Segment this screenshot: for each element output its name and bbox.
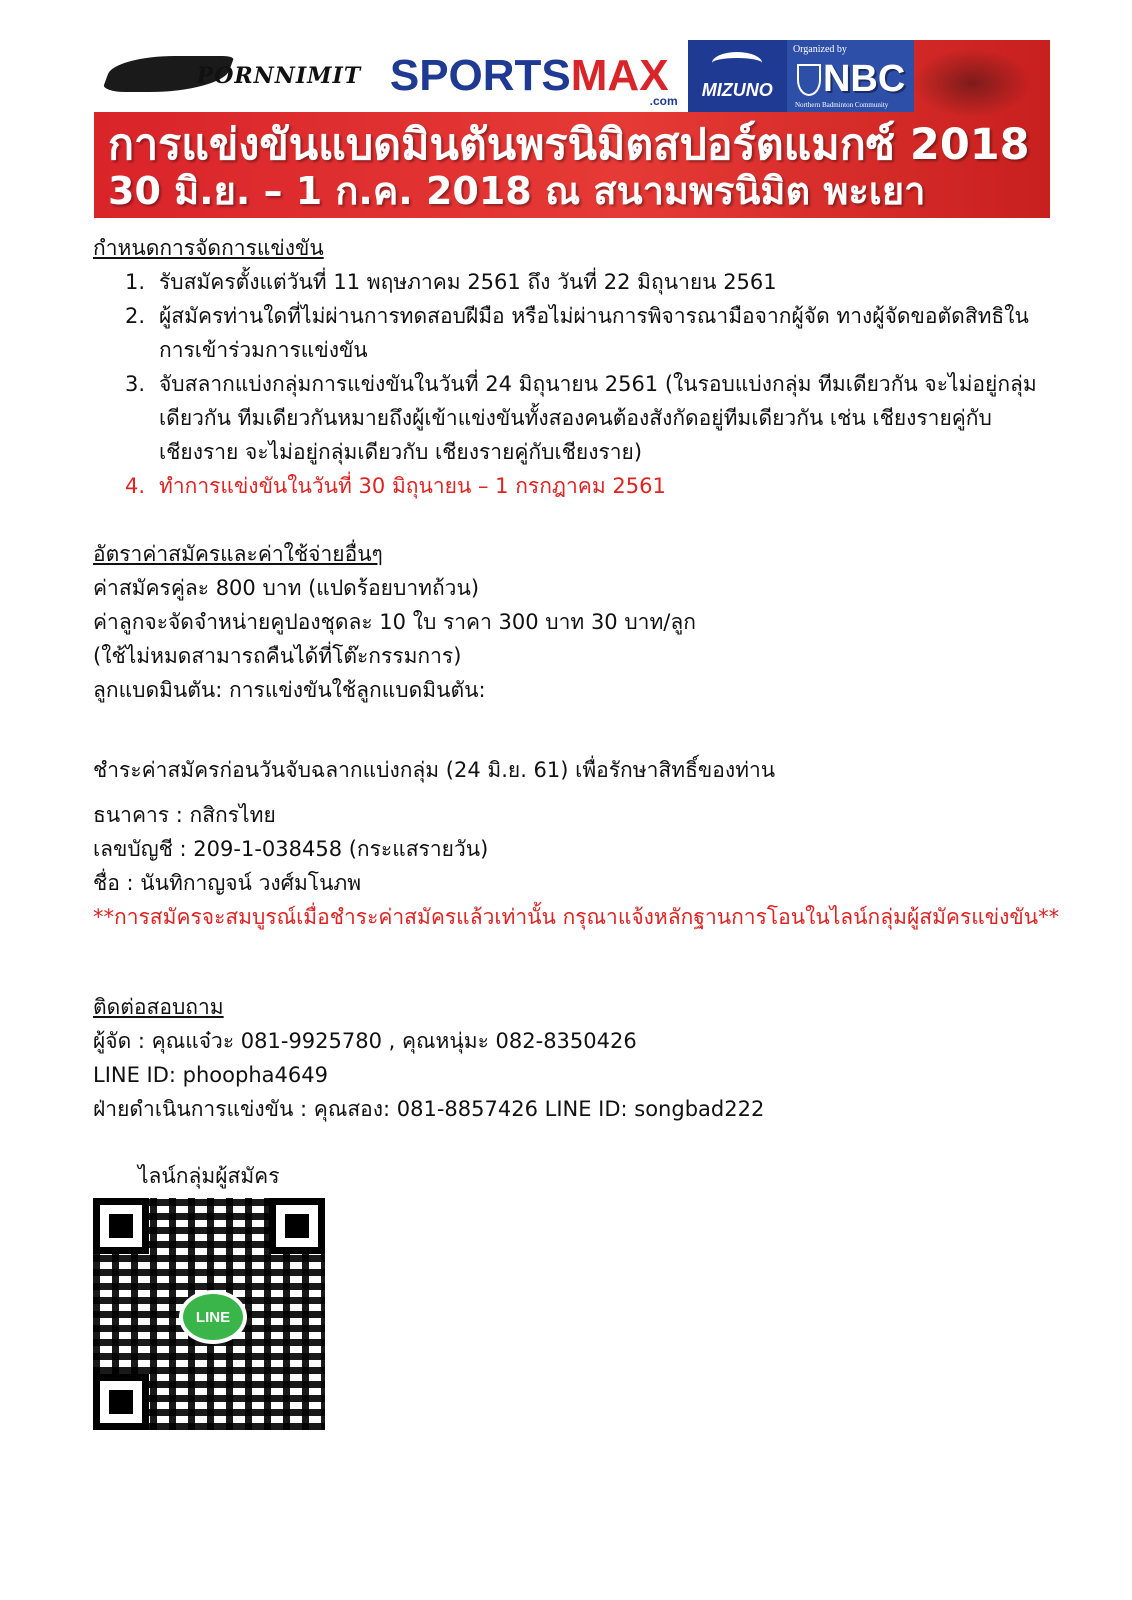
shuttlecock-icon xyxy=(797,64,821,96)
schedule-item-number: 2. xyxy=(125,304,146,328)
qr-label: ไลน์กลุ่มผู้สมัคร xyxy=(138,1164,280,1188)
contact-heading: ติดต่อสอบถาม xyxy=(93,995,224,1019)
schedule-item-number: 4. xyxy=(125,474,146,498)
fee-shuttle-coupon: ค่าลูกจะจัดจำหน่ายคูปองชุดละ 10 ใบ ราคา 300 บาท 30 บาท/ลูก xyxy=(93,610,696,634)
bank-details xyxy=(93,798,1093,934)
event-title: การแข่งขันแบดมินตันพรนิมิตสปอร์ตแมกซ์ 2018 xyxy=(108,120,1030,170)
bank-account: เลขบัญชี : 209-1-038458 (กระแสรายวัน) xyxy=(93,837,489,861)
badminton-player-graphic xyxy=(912,48,1032,118)
schedule-item-number: 3. xyxy=(125,372,146,396)
line-logo-icon: LINE xyxy=(179,1290,247,1344)
pornnimit-logo xyxy=(94,40,384,112)
sponsor-logos xyxy=(94,40,914,112)
event-banner xyxy=(94,40,1050,218)
schedule-item xyxy=(93,299,1043,367)
nbc-logo xyxy=(787,40,914,112)
sportsmax-logo-com: .com xyxy=(649,94,678,108)
line-group-qr-code[interactable] xyxy=(93,1198,325,1430)
fee-shuttle-brand: ลูกแบดมินตัน: การแข่งขันใช้ลูกแบดมินตัน: xyxy=(93,678,486,702)
schedule-item xyxy=(93,469,1043,503)
event-date-venue: 30 มิ.ย. – 1 ก.ค. 2018 ณ สนามพรนิมิต พะเยา xyxy=(108,169,926,213)
schedule-heading: กำหนดการจัดการแข่งขัน xyxy=(93,236,324,260)
payment-deadline-note: ชำระค่าสมัครก่อนวันจับฉลากแบ่งกลุ่ม (24 มิ.ย. 61) เพื่อรักษาสิทธิ์ของท่าน xyxy=(93,758,776,782)
schedule-item-text: จับสลากแบ่งกลุ่มการแข่งขันในวันที่ 24 มิถุนายน 2561 (ในรอบแบ่งกลุ่ม ทีมเดียวกัน จะไม่อยู่กลุ่ม เดียวกัน ทีมเดียวกันหมายถึงผู้เข้าแข่งขันทั้งสองคนต้องสังกัดอยู่ทีมเดียวกัน เช่น เชียงรายคู่กับเชียงราย จะไม่อยู่กลุ่มเดียวกับ เชียงรายคู่กับเชียงราย) xyxy=(159,372,1037,464)
schedule-item-text: รับสมัครตั้งแต่วันที่ 11 พฤษภาคม 2561 ถึง วันที่ 22 มิถุนายน 2561 xyxy=(159,270,777,294)
nbc-logo-text: NBC xyxy=(822,58,906,100)
schedule-item-text: ทำการแข่งขันในวันที่ 30 มิถุนายน – 1 กรกฎาคม 2561 xyxy=(159,474,666,498)
fees-heading: อัตราค่าสมัครและค่าใช้จ่ายอื่นๆ xyxy=(93,542,383,566)
fee-entry: ค่าสมัครคู่ละ 800 บาท (แปดร้อยบาทถ้วน) xyxy=(93,576,480,600)
schedule-item-text: ผู้สมัครท่านใดที่ไม่ผ่านการทดสอบฝีมือ หรือไม่ผ่านการพิจารณามือจากผู้จัด ทางผู้จัดขอตัดสิทธิใน การเข้าร่วมการแข่งขัน xyxy=(159,304,1029,362)
qr-finder-pattern xyxy=(93,1374,149,1430)
schedule-section xyxy=(93,231,1043,503)
sportsmax-logo-max: MAX xyxy=(570,51,669,100)
contact-line-id: LINE ID: phoopha4649 xyxy=(93,1063,328,1087)
contact-operations: ฝ่ายดำเนินการแข่งขัน : คุณสอง: 081-8857426 LINE ID: songbad222 xyxy=(93,1097,765,1121)
qr-finder-pattern xyxy=(93,1198,149,1254)
contact-section xyxy=(93,990,1043,1126)
account-holder: ชื่อ : นันทิกาญจน์ วงศ์มโนภพ xyxy=(93,871,362,895)
schedule-item-number: 1. xyxy=(125,270,146,294)
mizuno-logo xyxy=(688,40,787,112)
payment-section xyxy=(93,753,1093,787)
payment-warning: **การสมัครจะสมบูรณ์เมื่อชำระค่าสมัครแล้วเท่านั้น กรุณาแจ้งหลักฐานการโอนในไลน์กลุ่มผู้สมัครแข่งขัน** xyxy=(93,905,1060,929)
fee-refund-note: (ใช้ไม่หมดสามารถคืนได้ที่โต๊ะกรรมการ) xyxy=(93,644,462,668)
sportsmax-logo xyxy=(384,40,688,112)
pornnimit-logo-text: PORNNIMIT xyxy=(196,63,362,89)
contact-organizer: ผู้จัด : คุณแจ๋วะ 081-9925780 , คุณหนุ่มะ 082-8350426 xyxy=(93,1029,637,1053)
qr-finder-pattern xyxy=(269,1198,325,1254)
bank-name: ธนาคาร : กสิกรไทย xyxy=(93,803,276,827)
sportsmax-logo-sports: SPORTS xyxy=(389,51,571,100)
fees-section xyxy=(93,537,1043,707)
schedule-list xyxy=(93,265,1043,503)
schedule-item xyxy=(93,265,1043,299)
nbc-organized-by: Organized by xyxy=(792,44,847,55)
mizuno-runbird-icon xyxy=(712,52,762,74)
mizuno-logo-text: MIZUNO xyxy=(701,79,773,100)
nbc-logo-subtitle: Northern Badminton Community xyxy=(794,101,889,109)
schedule-item xyxy=(93,367,1043,469)
